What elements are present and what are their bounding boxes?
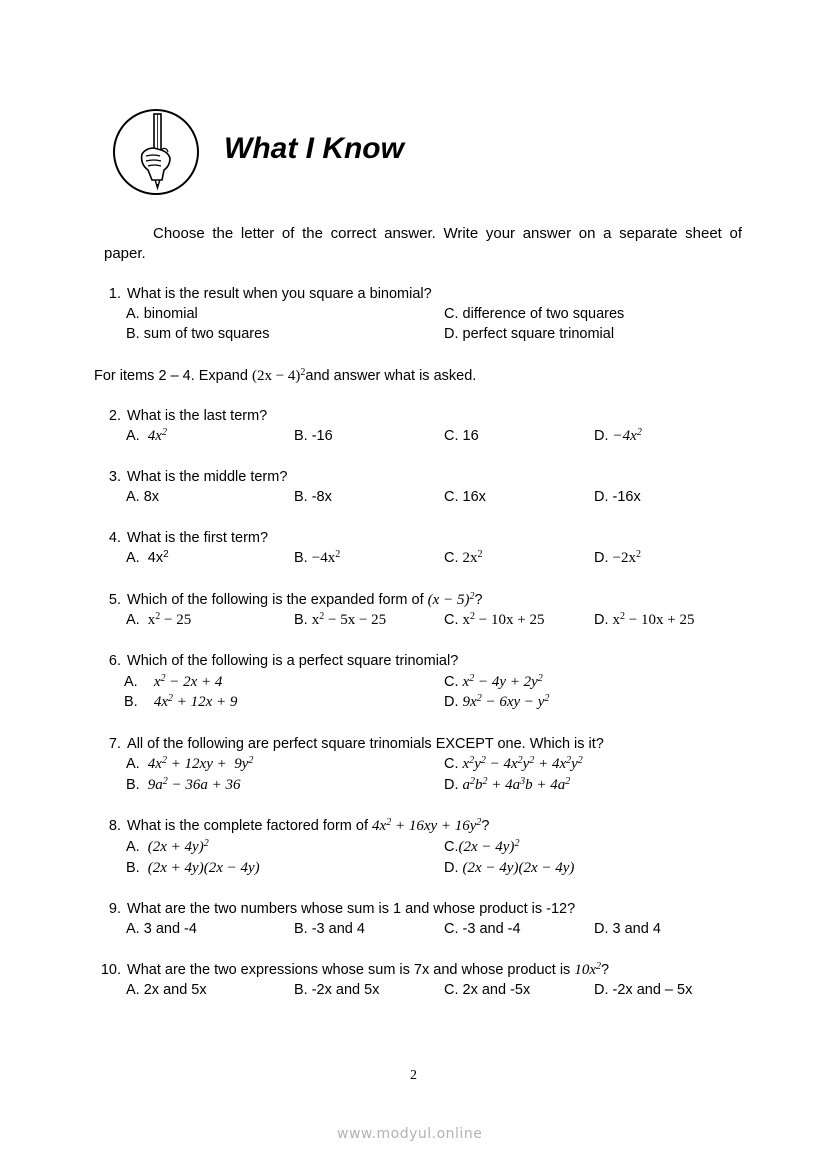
option-a: A. $4x^2$	[126, 427, 167, 444]
question-text: What is the middle term?	[127, 469, 288, 485]
option-a: A. binomial	[126, 306, 198, 322]
option-a: A. $4x^2 + 12xy + 9y^2$	[126, 755, 254, 772]
question-number: 9.	[108, 901, 121, 917]
question-9	[99, 901, 575, 917]
question-number: 5.	[108, 592, 121, 608]
question-2	[99, 408, 267, 424]
question-text: What is the first term?	[127, 530, 269, 546]
option-d: D. 3 and 4	[594, 921, 661, 937]
option-d: D. $9x^2 - 6xy - y^2$	[444, 693, 550, 710]
option-d: D. $a^2b^2 + 4a^3b + 4a^2$	[444, 776, 571, 793]
page-number: 2	[410, 1068, 417, 1083]
option-b: B. (2x + 4y)(2x − 4y)	[126, 860, 260, 876]
instructions-line1: Choose the letter of the correct answer. Write your answer on a separate sheet of	[153, 225, 743, 242]
option-d: D. $x^2 - 10x + 25$	[594, 611, 695, 628]
option-b: B. $4x^2 + 12x + 9$	[124, 693, 238, 710]
option-b: B. -3 and 4	[294, 921, 365, 937]
option-c: C. difference of two squares	[444, 306, 625, 322]
option-c: C. $x^2y^2 - 4x^2y^2 + 4x^2y^2$	[444, 755, 583, 772]
question-number: 10.	[100, 962, 121, 978]
pencil-hand-icon	[112, 108, 200, 196]
page-title: What I Know	[224, 132, 404, 165]
option-d: D. perfect square trinomial	[444, 326, 615, 342]
option-a: A. $x^2 - 2x + 4$	[124, 673, 223, 690]
items-note-suffix: and answer what is asked.	[305, 368, 477, 384]
option-d: D. $-4x^2$	[594, 427, 642, 444]
option-a: A. 2x and 5x	[126, 982, 207, 998]
question-text: All of the following are perfect square trinomials EXCEPT one. Which is it?	[127, 736, 604, 752]
option-d: D. -16x	[594, 489, 641, 505]
question-7	[99, 736, 604, 752]
question-4	[99, 530, 268, 546]
option-b: B. sum of two squares	[126, 326, 270, 342]
question-text: What are the two numbers whose sum is 1 and whose product is -12?	[127, 901, 576, 917]
watermark: www.modyul.online	[337, 1126, 483, 1142]
option-a: A. $4x^2$	[126, 549, 169, 566]
option-d: D. -2x and – 5x	[594, 982, 693, 998]
option-b: B. -16	[294, 428, 333, 444]
option-d: D. $-2x^2$	[594, 549, 641, 566]
question-3	[99, 469, 287, 485]
items-note	[94, 368, 476, 385]
option-c: C. $2x^2$	[444, 549, 483, 566]
option-c: C. 16x	[444, 489, 486, 505]
question-number: 3.	[108, 469, 121, 485]
question-10: 10. What are the two expressions whose sum is 7x and whose product is $10x^2$?	[100, 961, 610, 978]
question-8: 8. What is the complete factored form of $4x^2 + 16xy + 16y^2$?	[99, 818, 490, 835]
option-c: C. $x^2 - 10x + 25$	[444, 611, 545, 628]
question-text: Which of the following is a perfect square trinomial?	[127, 653, 459, 669]
option-a: A. 3 and -4	[126, 921, 197, 937]
instructions-line2: paper.	[104, 245, 146, 262]
option-c: C. 2x and -5x	[444, 982, 531, 998]
question-number: 8.	[108, 818, 121, 834]
question-6	[99, 653, 458, 669]
question-5: 5. Which of the following is the expanded form of $(x - 5)^2$?	[99, 592, 483, 609]
option-c: C. $x^2 - 4y + 2y^2$	[444, 673, 543, 690]
items-note-expr: $(2x - 4)^2$	[251, 367, 306, 384]
question-number: 7.	[108, 736, 121, 752]
option-b: B. $x^2 - 5x - 25$	[294, 611, 387, 628]
option-a: A. 8x	[126, 489, 160, 505]
option-b: B. $9a^2 - 36a + 36$	[126, 776, 241, 793]
question-number: 1.	[108, 286, 121, 302]
option-b: B. $-4x^2$	[294, 549, 341, 566]
question-number: 6.	[108, 653, 121, 669]
question-number: 2.	[108, 408, 121, 424]
option-b: B. -8x	[294, 489, 332, 505]
question-number: 4.	[108, 530, 121, 546]
question-text: What is the result when you square a binomial?	[127, 286, 432, 302]
items-note-prefix: For items 2 – 4. Expand	[94, 368, 252, 384]
question-text: What is the complete factored form of	[127, 818, 373, 834]
option-b: B. -2x and 5x	[294, 982, 380, 998]
question-1	[99, 286, 432, 302]
option-a: A. $(2x + 4y)^2$	[126, 838, 209, 855]
question-text: Which of the following is the expanded form of	[127, 592, 428, 608]
option-a: A. $x^2 - 25$	[126, 611, 192, 628]
option-d: D. (2x − 4y)(2x − 4y)	[444, 860, 575, 876]
question-text: What are the two expressions whose sum is 7x and whose product is	[127, 962, 575, 978]
option-c: $C.(2x - 4y)^2$	[444, 838, 520, 855]
option-c: C. 16	[444, 428, 479, 444]
option-c: C. -3 and -4	[444, 921, 521, 937]
question-text: What is the last term?	[127, 408, 268, 424]
